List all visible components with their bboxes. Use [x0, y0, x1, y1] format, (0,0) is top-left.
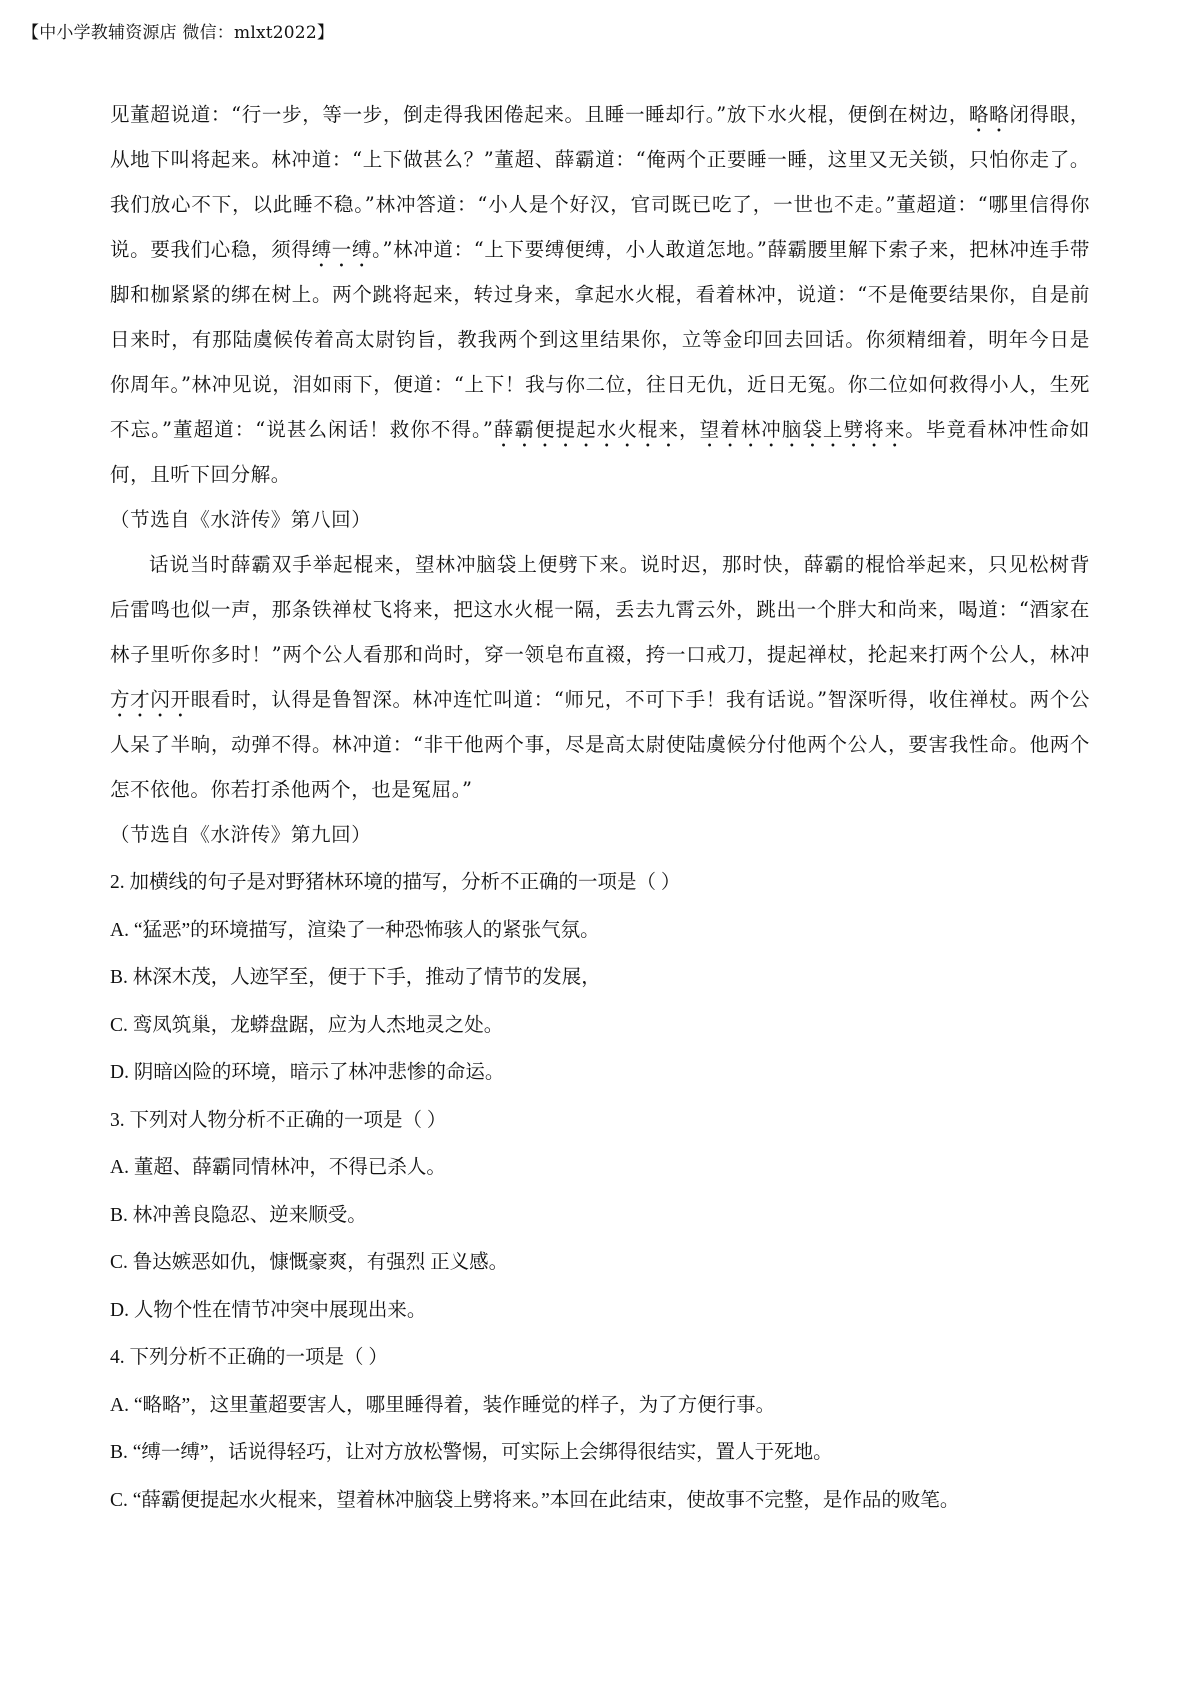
question-4: [110, 1334, 1090, 1524]
passage-chapter-8: [110, 92, 1090, 542]
passage-paragraph: [110, 92, 1090, 497]
question-2: [110, 859, 1090, 1097]
emphasis-text: 薛霸便提起水火棍来，望着林冲脑袋上劈将来。: [493, 418, 926, 441]
answer-option: C. 鲁达嫉恶如仇，慷慨豪爽，有强烈 正义感。: [110, 1252, 509, 1273]
answer-option: C. “薛霸便提起水火棍来，望着林冲脑袋上劈将来。”本回在此结束，使故事不完整，是作品的败笔。: [110, 1489, 960, 1511]
header-note: 【中小学教辅资源店 微信：mlxt2022】: [22, 23, 335, 43]
answer-option: C. 鸾凤筑巢，龙蟒盘踞，应为人杰地灵之处。: [110, 1014, 504, 1036]
answer-option: A. 董超、薛霸同情林冲，不得已杀人。: [110, 1157, 446, 1178]
answer-option: A. “略略”，这里董超要害人，哪里睡得着，装作睡觉的样子，为了方便行事。: [110, 1394, 776, 1416]
question-stem: 3. 下列对人物分析不正确的一项是（ ）: [110, 1109, 447, 1131]
text-run: 见董超说道：“行一步，等一步，倒走得我困倦起来。且睡一睡却行。”放下水火棍，便倒在树边，: [110, 103, 969, 126]
answer-option: D. 人物个性在情节冲突中展现出来。: [110, 1299, 427, 1321]
source-citation: （节选自《水浒传》第八回）: [110, 508, 372, 531]
answer-option: A. “猛恶”的环境描写，渲染了一种恐怖骇人的紧张气氛。: [110, 919, 600, 941]
answer-option: B. “缚一缚”，话说得轻巧，让对方放松警惕，可实际上会绑得很结实，置人于死地。: [110, 1442, 833, 1463]
text-run: 闭得眼，从地下叫将起来。林冲道：“上下做甚么？”董超、薛霸道：“俺两个正要睡一睡，这里又无关锁，只怕你走了。我们放心不下，以此睡不稳。”林冲答道：“小人是个好汉，官司既已吃了，一世也不走。”董超道：“哪里信得你说。要我们心稳，须得: [110, 103, 1090, 261]
emphasis-text: 略略: [969, 103, 1010, 126]
questions-section: [110, 859, 1090, 1524]
answer-option: B. 林深木茂，人迹罕至，便于下手，推动了情节的发展，: [110, 967, 601, 988]
source-citation: （节选自《水浒传》第九回）: [110, 823, 372, 846]
answer-option: B. 林冲善良隐忍、逆来顺受。: [110, 1204, 367, 1226]
question-stem: 2. 加横线的句子是对野猪林环境的描写，分析不正确的一项是（ ）: [110, 872, 681, 893]
passage-paragraph: [110, 542, 1090, 812]
emphasis-text: 方才闪开: [110, 688, 191, 711]
passage-chapter-9: [110, 542, 1090, 857]
emphasis-text: 缚一缚: [311, 238, 373, 261]
answer-option: D. 阴暗凶险的环境，暗示了林冲悲惨的命运。: [110, 1062, 505, 1083]
question-3: [110, 1097, 1090, 1335]
text-run: 眼看时，认得是鲁智深。林冲连忙叫道：“师兄，不可下手！我有话说。”智深听得，收住禅杖。两个公人呆了半晌，动弹不得。林冲道：“非干他两个事，尽是高太尉使陆虞候分付他两个公人，要害我性命。他两个怎不依他。你若打杀他两个，也是冤屈。”: [110, 688, 1090, 801]
document-body: [110, 92, 1090, 1524]
text-run: 话说当时薛霸双手举起棍来，望林冲脑袋上便劈下来。说时迟，那时快，薛霸的棍恰举起来，只见松树背后雷鸣也似一声，那条铁禅杖飞将来，把这水火棍一隔，丢去九霄云外，跳出一个胖大和尚来，喝道：“酒家在林子里听你多时！”两个公人看那和尚时，穿一领皂布直裰，挎一口戒刀，提起禅杖，抡起来打两个公人，林冲: [110, 553, 1090, 666]
text-run: 毕竟看林冲性命如何，且听下回分解。: [110, 418, 1090, 486]
question-stem: 4. 下列分析不正确的一项是（ ）: [110, 1347, 388, 1368]
text-run: 。”林冲道：“上下要缚便缚，小人敢道怎地。”薛霸腰里解下索子来，把林冲连手带脚和枷紧紧的绑在树上。两个跳将起来，转过身来，拿起水火棍，看着林冲，说道：“不是俺要结果你，自是前日来时，有那陆虞候传着高太尉钧旨，教我两个到这里结果你，立等金印回去回话。你须精细着，明年今日是你周年。”林冲见说，泪如雨下，便道：“上下！我与你二位，往日无仇，近日无冤。你二位如何救得小人，生死不忘。”董超道：“说甚么闲话！救你不得。”: [110, 238, 1090, 441]
